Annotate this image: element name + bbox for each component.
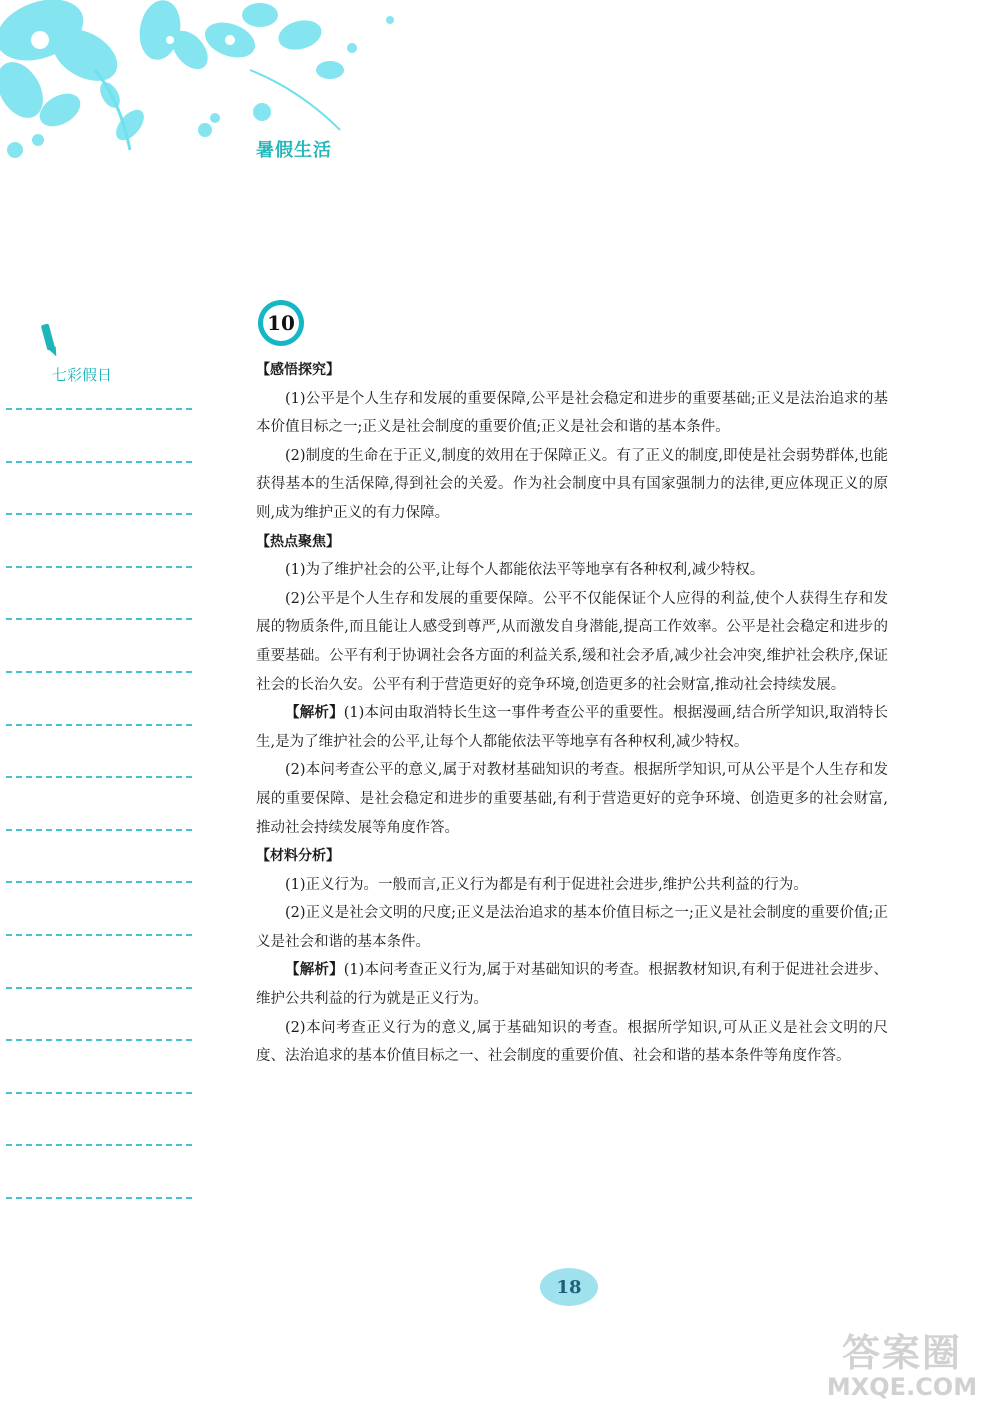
watermark [812,1322,992,1401]
analysis-text: (1)本问考查正义行为,属于对基础知识的考查。根据教材知识,有利于促进社会进步、维护公共利益的行为就是正义行为。 [256,962,888,1008]
note-line [6,829,192,831]
note-line [6,1197,192,1199]
note-line [6,776,192,778]
note-line [6,566,192,568]
paragraph: (2)公平是个人生存和发展的重要保障。公平不仅能保证个人应得的利益,使个人获得生存和发展的物质条件,而且能让人感受到尊严,从而激发自身潜能,提高工作效率。公平是社会稳定和进步的重要基础。公平有利于协调社会各方面的利益关系,缓和社会矛盾,减少社会冲突,维护社会秩序,保证社会的长治久安。公平有利于营造更好的竞争环境,创造更多的社会财富,推动社会持续发展。 [256,590,888,693]
note-line [6,618,192,620]
note-line [6,513,192,515]
note-line [6,1144,192,1146]
note-line [6,881,192,883]
paragraph: (2)正义是社会文明的尺度;正义是法治追求的基本价值目标之一;正义是社会制度的重要价值;正义是社会和谐的基本条件。 [256,905,888,950]
paragraph: (2)本问考查正义行为的意义,属于基础知识的考查。根据所学知识,可从正义是社会文明的尺度、法治追求的基本价值目标之一、社会制度的重要价值、社会和谐的基本条件等角度作答。 [256,1019,888,1065]
note-line [6,987,192,989]
paragraph: (2)制度的生命在于正义,制度的效用在于保障正义。有了正义的制度,即使是社会弱势群体,也能获得基本的生活保障,得到社会的关爱。作为社会制度中具有国家强制力的法律,更应体现正义的原则,成为维护正义的有力保障。 [256,447,888,521]
answer-content [256,356,888,1071]
note-line [6,408,192,410]
page-number: 18 [540,1268,598,1306]
note-line [6,1092,192,1094]
note-line [6,724,192,726]
analysis-paragraph [256,699,888,756]
analysis-tag: 【解析】 [285,704,344,722]
sidebar-label: 七彩假日 [52,366,113,384]
section-heading: 【热点聚焦】 [256,533,340,550]
note-lines [6,408,192,1250]
pen-icon [38,322,60,360]
note-line [6,671,192,673]
lesson-number-badge [258,300,304,346]
paragraph: (1)为了维护社会的公平,让每个人都能依法平等地享有各种权利,减少特权。 [285,562,765,579]
note-line [6,934,192,936]
watermark-line2: MXQE.COM [826,1373,978,1401]
note-line [6,1039,192,1041]
note-line [6,461,192,463]
paragraph: (1)公平是个人生存和发展的重要保障,公平是社会稳定和进步的重要基础;正义是法治追求的基本价值目标之一;正义是社会制度的重要价值;正义是社会和谐的基本条件。 [256,390,888,436]
paragraph: (2)本问考查公平的意义,属于对教材基础知识的考查。根据所学知识,可从公平是个人生存和发展的重要保障、是社会稳定和进步的重要基础,有利于营造更好的竞争环境、创造更多的社会财富,推动社会持续发展等角度作答。 [256,762,888,836]
analysis-paragraph [256,956,888,1013]
analysis-tag: 【解析】 [285,961,344,979]
header-title: 暑假生活 [256,140,332,161]
analysis-text: (1)本问由取消特长生这一事件考查公平的重要性。根据漫画,结合所学知识,取消特长生,是为了维护社会的公平,让每个人都能依法平等地享有各种权利,减少特权。 [256,705,888,750]
watermark-line1: 答案圈 [841,1331,962,1375]
lesson-number: 10 [263,305,299,341]
section-heading: 【材料分析】 [256,848,340,865]
floral-decoration-icon [0,0,450,180]
section-heading: 【感悟探究】 [256,362,340,378]
paragraph: (1)正义行为。一般而言,正义行为都是有利于促进社会进步,维护公共利益的行为。 [285,876,808,893]
